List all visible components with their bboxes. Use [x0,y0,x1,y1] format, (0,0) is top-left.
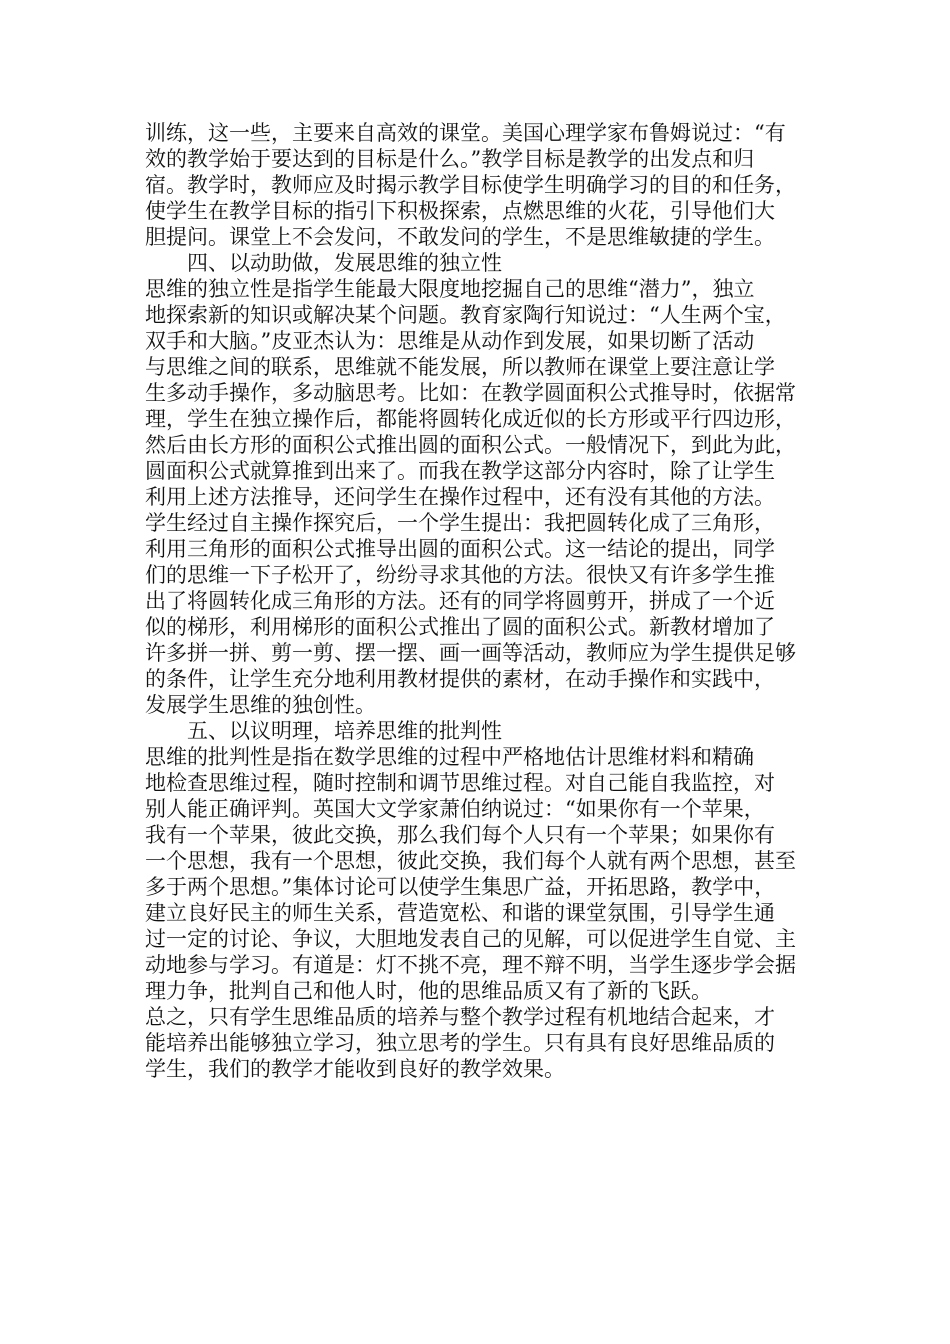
text-line: 发展学生思维的独创性。 [145,693,376,717]
text-line: 生多动手操作，多动脑思考。比如：在教学圆面积公式推导时，依据常 [145,381,796,405]
text-line: 建立良好民主的师生关系，营造宽松、和谐的课堂氛围，引导学生通 [145,901,775,925]
text-line: 似的梯形，利用梯形的面积公式推出了圆的面积公式。新教材增加了 [145,615,775,639]
text-line: 总之，只有学生思维品质的培养与整个教学过程有机地结合起来，才 [145,1005,775,1029]
text-line: 的条件，让学生充分地利用教材提供的素材，在动手操作和实践中， [145,667,775,691]
text-line: 然后由长方形的面积公式推出圆的面积公式。一般情况下，到此为此， [145,433,796,457]
text-line: 宿。教学时，教师应及时揭示教学目标使学生明确学习的目的和任务， [145,173,796,197]
text-line: 一个思想，我有一个思想，彼此交换，我们每个人就有两个思想，甚至 [145,849,796,873]
document-page [145,120,810,1082]
text-line: 动地参与学习。有道是：灯不挑不亮，理不辩不明，当学生逐步学会据 [145,953,796,977]
text-line: 与思维之间的联系，思维就不能发展，所以教师在课堂上要注意让学 [145,355,775,379]
text-line: 效的教学始于要达到的目标是什么。”教学目标是教学的出发点和归 [145,147,755,171]
text-line: 利用上述方法推导，还问学生在操作过程中，还有没有其他的方法。 [145,485,775,509]
text-line: 使学生在教学目标的指引下积极探索，点燃思维的火花，引导他们大 [145,199,775,223]
text-line: 出了将圆转化成三角形的方法。还有的同学将圆剪开，拼成了一个近 [145,589,775,613]
text-line: 过一定的讨论、争议，大胆地发表自己的见解，可以促进学生自觉、主 [145,927,796,951]
section-heading: 四、以动助做，发展思维的独立性 [187,251,502,275]
text-line: 别人能正确评判。英国大文学家萧伯纳说过：“如果你有一个苹果， [145,797,765,821]
text-line: 理力争，批判自己和他人时，他的思维品质又有了新的飞跃。 [145,979,712,1003]
text-line: 我有一个苹果，彼此交换，那么我们每个人只有一个苹果；如果你有 [145,823,775,847]
text-line: 地探索新的知识或解决某个问题。教育家陶行知说过：“人生两个宝， [145,303,786,327]
text-line: 许多拼一拼、剪一剪、摆一摆、画一画等活动，教师应为学生提供足够 [145,641,796,665]
text-line: 多于两个思想。”集体讨论可以使学生集思广益，开拓思路，教学中， [145,875,776,899]
text-line: 训练，这一些，主要来自高效的课堂。美国心理学家布鲁姆说过：“有 [145,121,786,145]
text-line: 学生经过自主操作探究后，一个学生提出：我把圆转化成了三角形， [145,511,775,535]
text-line: 利用三角形的面积公式推导出圆的面积公式。这一结论的提出，同学 [145,537,775,561]
text-line: 思维的独立性是指学生能最大限度地挖掘自己的思维“潜力”，独立 [145,277,755,301]
text-line: 思维的批判性是指在数学思维的过程中严格地估计思维材料和精确 [145,745,754,769]
text-line: 胆提问。课堂上不会发问，不敢发问的学生，不是思维敏捷的学生。 [145,225,775,249]
section-heading: 五、以议明理，培养思维的批判性 [187,719,502,743]
text-line: 圆面积公式就算推到出来了。而我在教学这部分内容时，除了让学生 [145,459,775,483]
text-line: 双手和大脑。”皮亚杰认为：思维是从动作到发展，如果切断了活动 [145,329,755,353]
text-line: 能培养出能够独立学习，独立思考的学生。只有具有良好思维品质的 [145,1031,775,1055]
text-line: 们的思维一下子松开了，纷纷寻求其他的方法。很快又有许多学生推 [145,563,775,587]
text-line: 理，学生在独立操作后，都能将圆转化成近似的长方形或平行四边形， [145,407,796,431]
text-line: 地检查思维过程，随时控制和调节思维过程。对自己能自我监控，对 [145,771,775,795]
text-line: 学生，我们的教学才能收到良好的教学效果。 [145,1057,565,1081]
